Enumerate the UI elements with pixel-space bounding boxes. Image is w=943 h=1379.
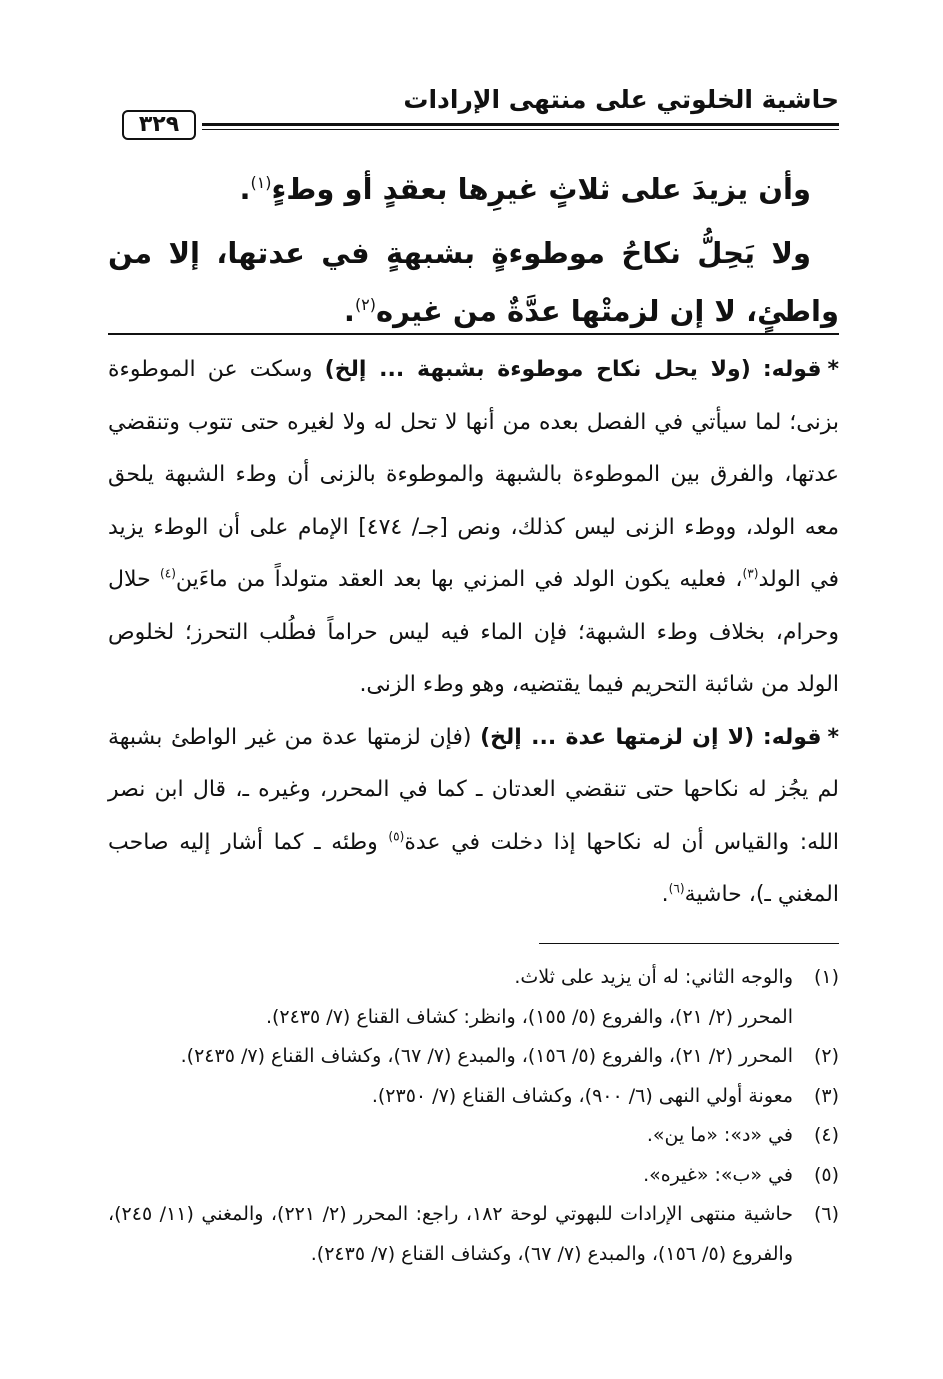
- footnote-ref[interactable]: (٦): [668, 881, 685, 896]
- footnote-text: المحرر (٢/ ٢١)، والفروع (٥/ ١٥٥)، وانظر: كشاف القناع (٧/ ٢٤٣٥).: [265, 1005, 793, 1028]
- sharh-segment: ، فعليه يكون الولد في المزني بها بعد العقد متولداً من ماءَين: [175, 567, 743, 592]
- header-rule-thick: [202, 123, 839, 126]
- page-number: ٣٢٩: [122, 110, 196, 140]
- sharh-paragraph-2: [108, 712, 839, 922]
- sharh-segment: وطئه ـ كما أشار إليه صاحب المغني ـ)، حاشية: [108, 829, 839, 907]
- footnote-ref[interactable]: (١): [250, 172, 272, 192]
- matn-sharh-divider: [108, 333, 839, 335]
- lemma-quote: (ولا يحل نكاح موطوءة بشبهة ... إلخ): [324, 357, 751, 382]
- sharh-segment: .: [661, 882, 669, 907]
- footnote-number: (٦): [813, 1203, 839, 1225]
- footnote-3: [108, 1077, 839, 1117]
- footnote-text: في «د»: «ما ين».: [646, 1124, 793, 1146]
- footnote-separator: [539, 943, 839, 944]
- star-marker: *: [827, 724, 840, 750]
- footnote-text: معونة أولي النهى (٦/ ٩٠٠)، وكشاف القناع (٧/ ٢٣٥٠).: [371, 1084, 793, 1107]
- matn-paragraph-text: ولا يَحِلُّ نكاحُ موطوءةٍ بشبهةٍ في عدتها، إلا من واطئٍ، لا إن لزمتْها عدَّةٌ من غيره: [108, 236, 839, 328]
- footnote-2: [108, 1037, 839, 1077]
- sharh-segment: حلال وحرام، بخلاف وطء الشبهة؛ فإن الماء فيه ليس حراماً فطُلب التحرز؛ لخلوص الولد من شائبة التحريم فيما يقتضيه، وهو وطء الزنى.: [108, 567, 839, 697]
- footnote-text: حاشية منتهى الإرادات للبهوتي لوحة ١٨٢، راجع: المحرر (٢/ ٢٢١)، والمغني (١١/ ٢٤٥)، والفروع (٥/ ١٥٦)، والمبدع (٧/ ٦٧)، وكشاف القناع (٧/ ٢٤٣٥).: [108, 1203, 793, 1265]
- sharh-segment: (فإن لزمتها عدة من غير الواطئ بشبهة لم يجُز له نكاحها حتى تنقضي العدتان ـ كما في المحرر، وغيره ـ، قال ابن نصر الله: والقياس أن له نكاحها إذا دخلت في عدة: [108, 724, 840, 855]
- running-title: حاشية الخلوتي على منتهى الإرادات: [403, 85, 839, 114]
- footnote-number: (٤): [813, 1124, 839, 1146]
- footnote-number: (٥): [813, 1163, 839, 1186]
- star-marker: *: [827, 357, 839, 382]
- matn-paragraph-2: [108, 224, 839, 340]
- footnote-text: والوجه الثاني: له أن يزيد على ثلاث.: [514, 966, 793, 988]
- sharh-text: [108, 344, 839, 922]
- footnote-6: [108, 1195, 839, 1274]
- footnote-ref[interactable]: (٤): [159, 566, 176, 581]
- matn-paragraph-text: وأن يزيدَ على ثلاثٍ غيرِها بعقدٍ أو وطءٍ: [271, 172, 811, 206]
- matn-paragraph-1: [108, 160, 839, 218]
- lemma-intro: قوله:: [762, 357, 822, 382]
- matn-paragraph-tail: .: [343, 294, 355, 328]
- lemma-quote: (لا إن لزمتها عدة ... إلخ): [480, 724, 755, 750]
- matn-paragraph-tail: .: [239, 172, 251, 206]
- footnote-ref[interactable]: (٥): [388, 829, 405, 844]
- footnote-ref[interactable]: (٣): [742, 566, 759, 581]
- lemma-intro: قوله:: [762, 724, 822, 750]
- footnote-4: [108, 1116, 839, 1156]
- footnote-number: (٣): [813, 1084, 839, 1107]
- header-rule-thin: [202, 129, 839, 130]
- footnote-1: [108, 958, 839, 1037]
- matn-text: [108, 160, 839, 340]
- footnote-text: في «ب»: «غيره».: [643, 1163, 793, 1186]
- footnote-5: [108, 1156, 839, 1196]
- footnote-text: المحرر (٢/ ٢١)، والفروع (٥/ ١٥٦)، والمبدع (٧/ ٦٧)، وكشاف القناع (٧/ ٢٤٣٥).: [180, 1045, 793, 1067]
- sharh-segment: وسكت عن الموطوءة بزنى؛ لما سيأتي في الفصل بعده من أنها لا تحل له ولا لغيره حتى تتوب وتنقضي عدتها، والفرق بين الموطوءة بالشبهة والموطوءة بالزنى أن وطء الشبهة يلحق معه الولد، ووطء الزنى ليس كذلك، ونص [جـ/ ٤٧٤] الإمام على أن الوطء يزيد في الولد: [108, 357, 840, 592]
- footnote-number: (٢): [813, 1045, 839, 1067]
- sharh-paragraph-1: [108, 344, 839, 712]
- running-header: [122, 80, 839, 144]
- footnotes: [108, 958, 839, 1274]
- footnote-number: (١): [813, 966, 839, 988]
- footnote-ref[interactable]: (٢): [354, 294, 376, 314]
